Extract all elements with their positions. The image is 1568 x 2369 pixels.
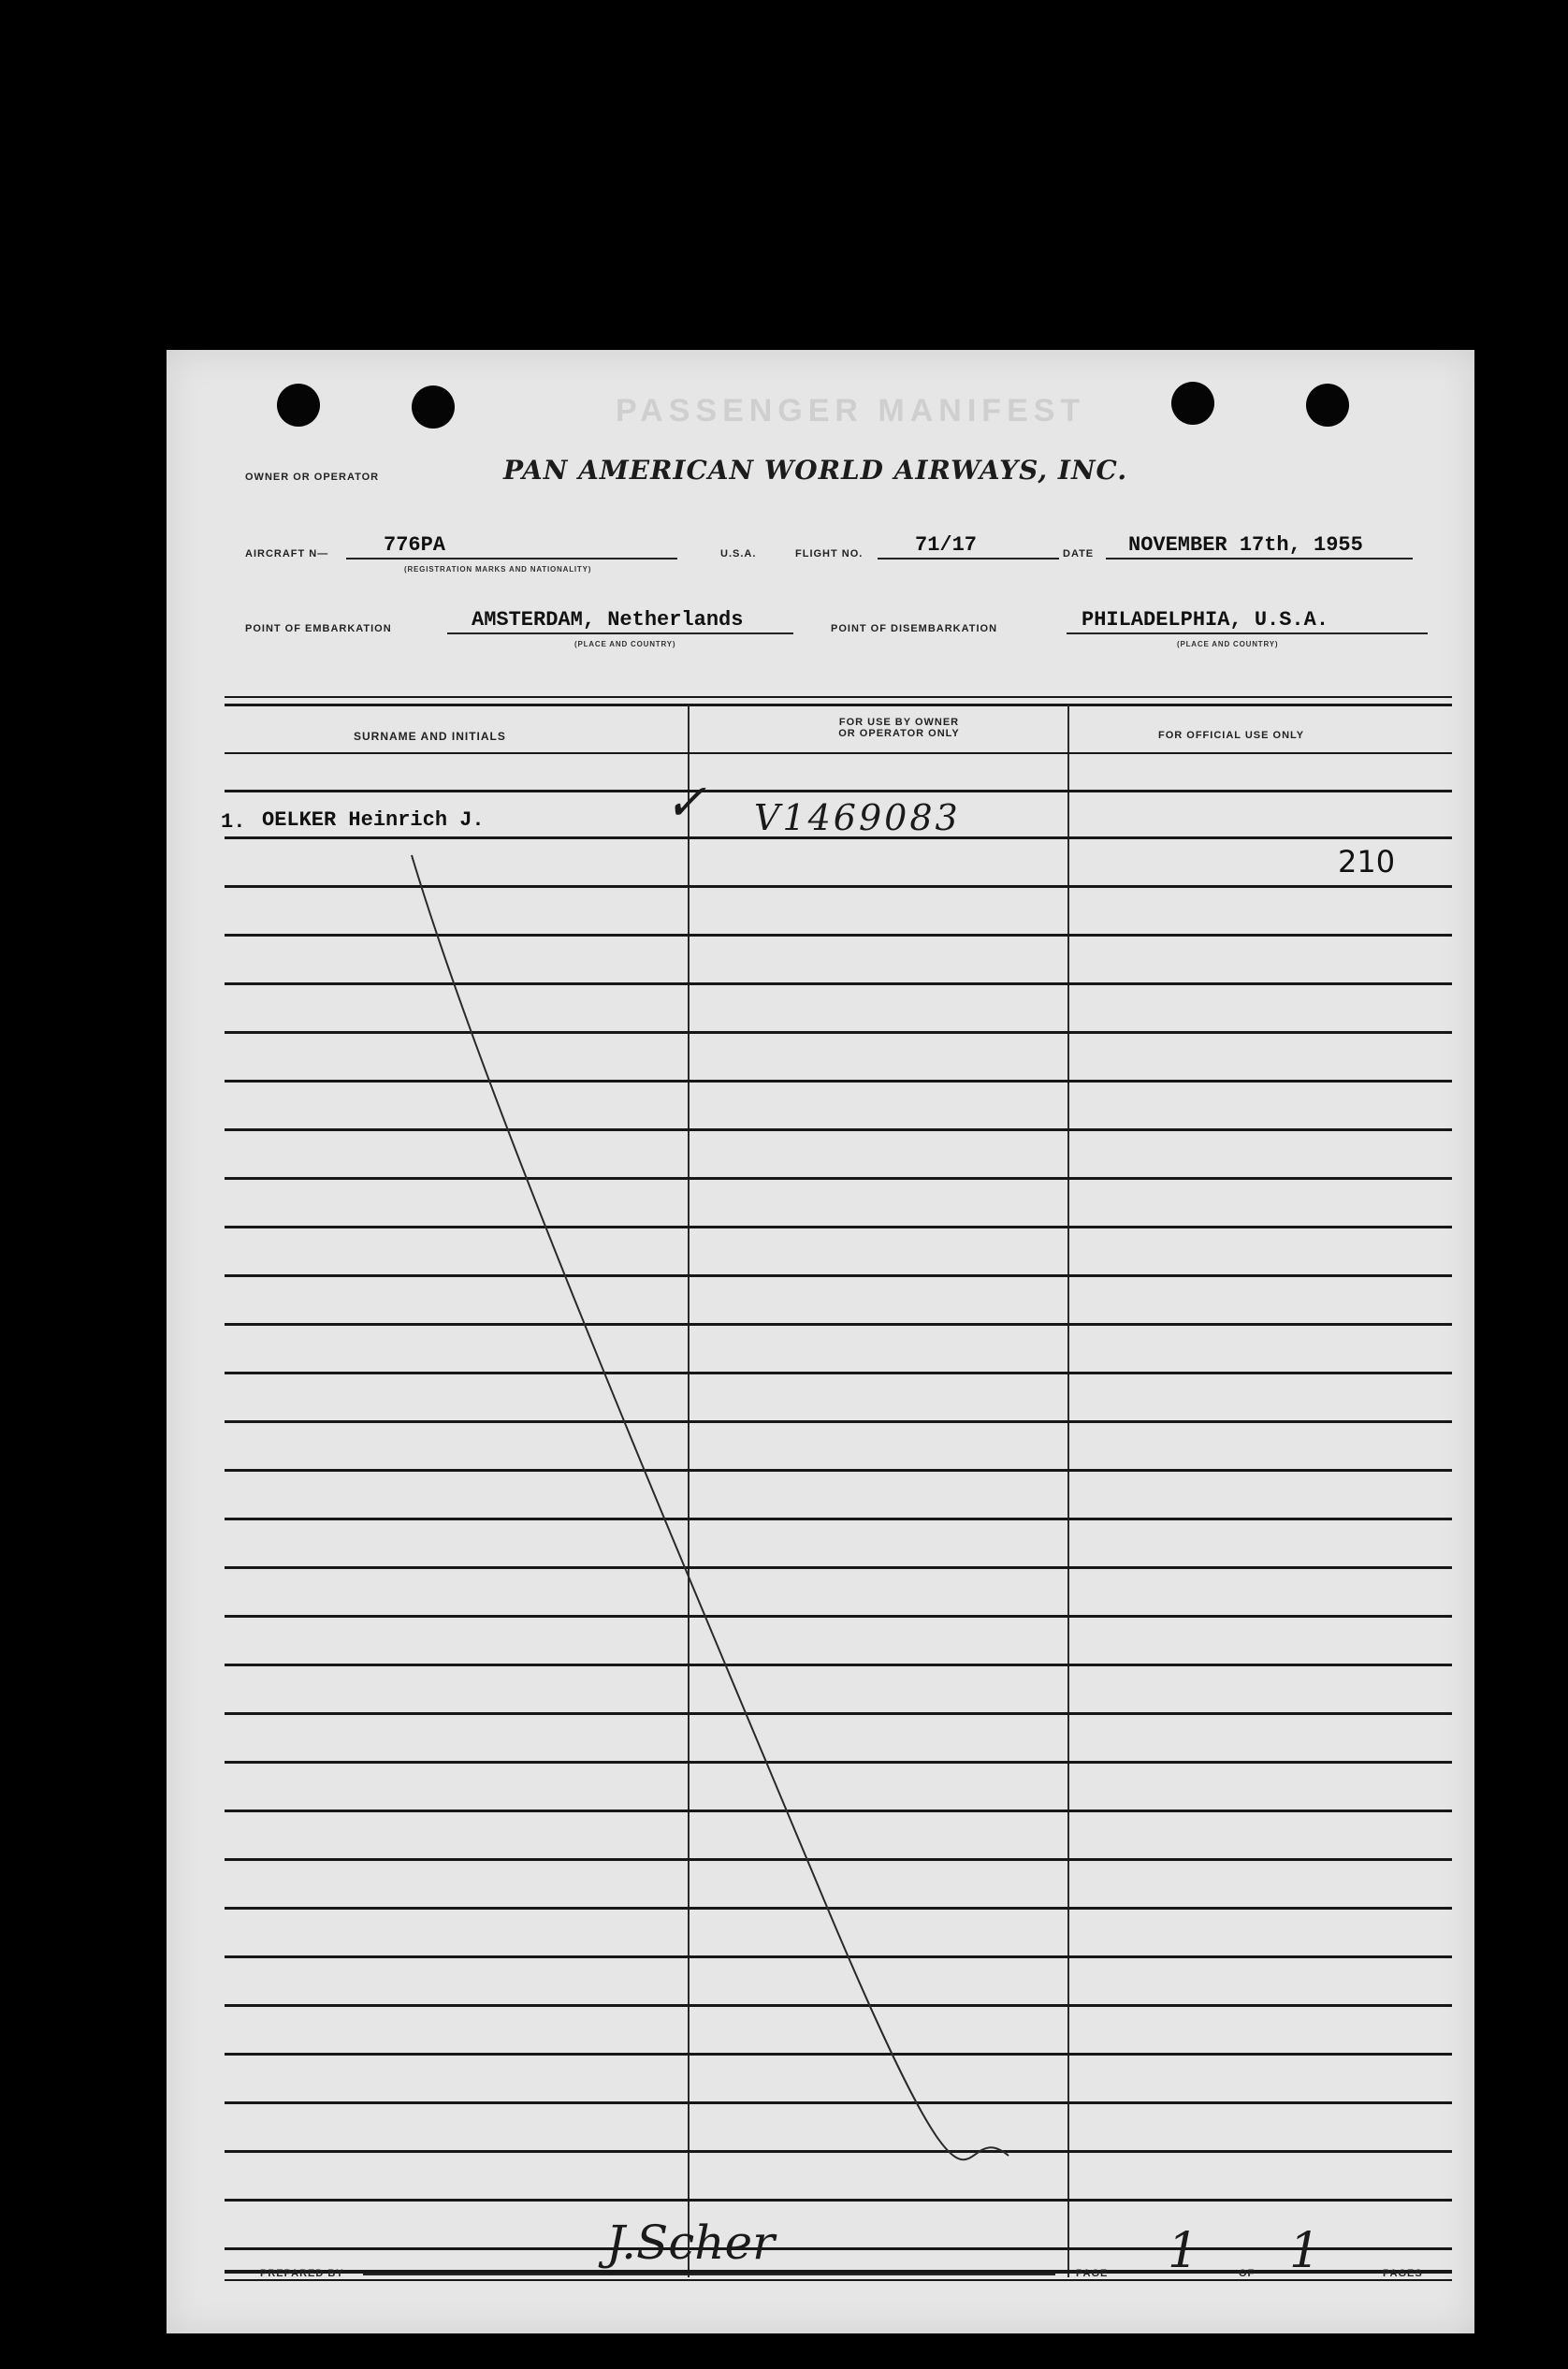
flight-value: 71/17 bbox=[915, 533, 978, 557]
disembark-label: POINT OF DISEMBARKATION bbox=[831, 623, 998, 634]
disembark-note: (PLACE AND COUNTRY) bbox=[1177, 640, 1279, 648]
pages-label: PAGES bbox=[1383, 2268, 1423, 2279]
col-owner-header-line1: FOR USE BY OWNER bbox=[838, 717, 960, 728]
visa-number: V1469083 bbox=[754, 797, 961, 838]
aircraft-label: AIRCRAFT N— bbox=[245, 548, 329, 560]
cancel-line bbox=[167, 350, 1474, 2333]
faint-form-header: PASSENGER MANIFEST bbox=[616, 393, 1086, 429]
owner-value: PAN AMERICAN WORLD AIRWAYS, INC. bbox=[503, 455, 1128, 486]
of-label: OF bbox=[1239, 2268, 1256, 2279]
disembark-value: PHILADELPHIA, U.S.A. bbox=[1082, 608, 1329, 632]
col-surname-header: SURNAME AND INITIALS bbox=[354, 730, 506, 743]
embark-note: (PLACE AND COUNTRY) bbox=[574, 640, 676, 648]
embark-label: POINT OF EMBARKATION bbox=[245, 623, 392, 634]
flight-label: FLIGHT NO. bbox=[795, 548, 864, 560]
embark-value: AMSTERDAM, Netherlands bbox=[472, 608, 744, 632]
row-number: 1. bbox=[221, 810, 246, 834]
col-owner-header-line2: OR OPERATOR ONLY bbox=[838, 728, 960, 739]
preparer-signature: J.Scher bbox=[606, 2216, 776, 2270]
official-code: 210 bbox=[1338, 844, 1396, 879]
manifest-page bbox=[167, 350, 1474, 2333]
page-value: 1 bbox=[1168, 2223, 1199, 2279]
prepared-underline bbox=[363, 2274, 1055, 2275]
of-value: 1 bbox=[1289, 2223, 1321, 2279]
usa-label: U.S.A. bbox=[720, 548, 757, 560]
date-value: NOVEMBER 17th, 1955 bbox=[1128, 533, 1363, 557]
col-official-header: FOR OFFICIAL USE ONLY bbox=[1158, 730, 1305, 741]
date-label: DATE bbox=[1063, 548, 1095, 560]
page-label: PAGE bbox=[1076, 2268, 1109, 2279]
passenger-name: OELKER Heinrich J. bbox=[262, 808, 485, 832]
owner-label: OWNER OR OPERATOR bbox=[245, 472, 380, 483]
check-mark: ✓ bbox=[664, 773, 707, 832]
aircraft-value: 776PA bbox=[384, 533, 446, 557]
aircraft-note: (REGISTRATION MARKS AND NATIONALITY) bbox=[404, 565, 592, 574]
prepared-label: PREPARED BY bbox=[260, 2268, 344, 2279]
